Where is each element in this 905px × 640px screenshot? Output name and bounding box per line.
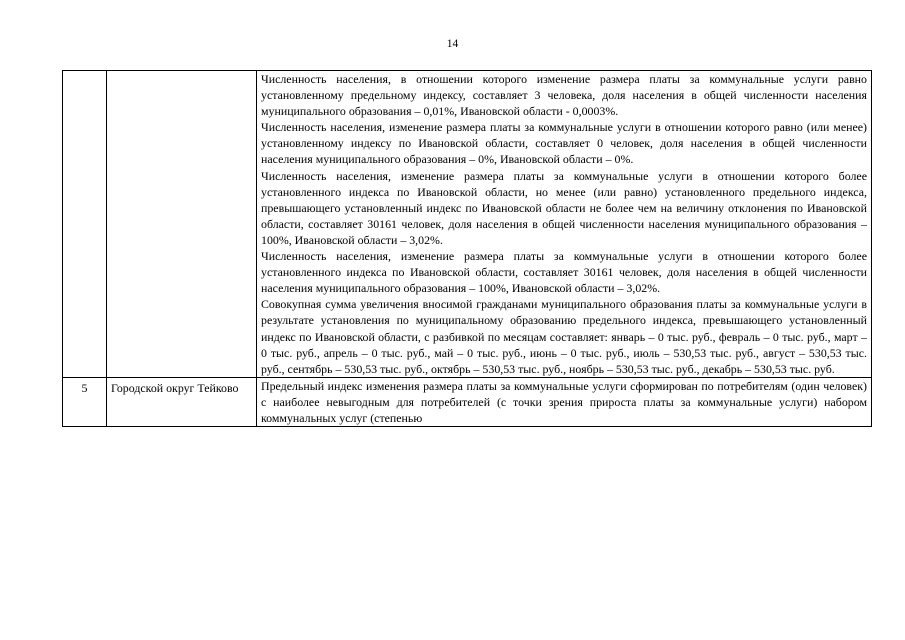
document-table	[62, 70, 872, 427]
row-number-cell: 5	[63, 377, 107, 426]
paragraph: Предельный индекс изменения размера платы за коммунальные услуги сформирован по потребителям (один человек) с наиболее невыгодным для потребителей (с точки зрения прироста платы за коммунальные услуги) набором коммунальных услуг (степенью	[261, 378, 867, 425]
paragraph: Численность населения, в отношении которого изменение размера платы за коммунальные услуги равно установленному предельному индексу, составляет 3 человека, доля населения в общей численности населения муниципального образования – 0,01%, Ивановской области - 0,0003%.	[261, 72, 867, 119]
municipality-name-cell: Городской округ Тейково	[107, 377, 257, 426]
paragraph: Численность населения, изменение размера платы за коммунальные услуги в отношении которого более установленного индекса по Ивановской области, но менее (или равно) установленного предельного индекса, превышающего установленный индекс по Ивановской области не более чем на величину отклонения по Ивановской области, составляет 30161 человек, доля населения в общей численности населения муниципального образования – 100%, Ивановской области – 3,02%.	[261, 168, 867, 247]
description-cell	[257, 377, 872, 426]
municipality-name-cell	[107, 71, 257, 378]
page-number: 14	[446, 38, 459, 50]
paragraph: Численность населения, изменение размера платы за коммунальные услуги в отношении которого равно (или менее) установленному индексу по Ивановской области, составляет 0 человек, доля населения в общей численности населения муниципального образования – 0%, Ивановской области – 0%.	[261, 120, 867, 167]
table-row	[63, 71, 872, 378]
paragraph: Численность населения, изменение размера платы за коммунальные услуги в отношении которого более установленного индекса по Ивановской области, составляет 30161 человек, доля населения в общей численности населения муниципального образования – 100%, Ивановской области – 3,02%.	[261, 249, 867, 296]
row-number-cell	[63, 71, 107, 378]
description-cell	[257, 71, 872, 378]
paragraph: Совокупная сумма увеличения вносимой гражданами муниципального образования платы за коммунальные услуги в результате установления по муниципальному образованию предельного индекса, превышающего установленный индекс по Ивановской области, с разбивкой по месяцам составляет: январь – 0 тыс. руб., февраль – 0 тыс. руб., март – 0 тыс. руб., апрель – 0 тыс. руб., май – 0 тыс. руб., июнь – 0 тыс. руб., июль – 530,53 тыс. руб., август – 530,53 тыс. руб., сентябрь – 530,53 тыс. руб., октябрь – 530,53 тыс. руб., ноябрь – 530,53 тыс. руб., декабрь – 530,53 тыс. руб.	[261, 297, 867, 376]
table-row	[63, 377, 872, 426]
